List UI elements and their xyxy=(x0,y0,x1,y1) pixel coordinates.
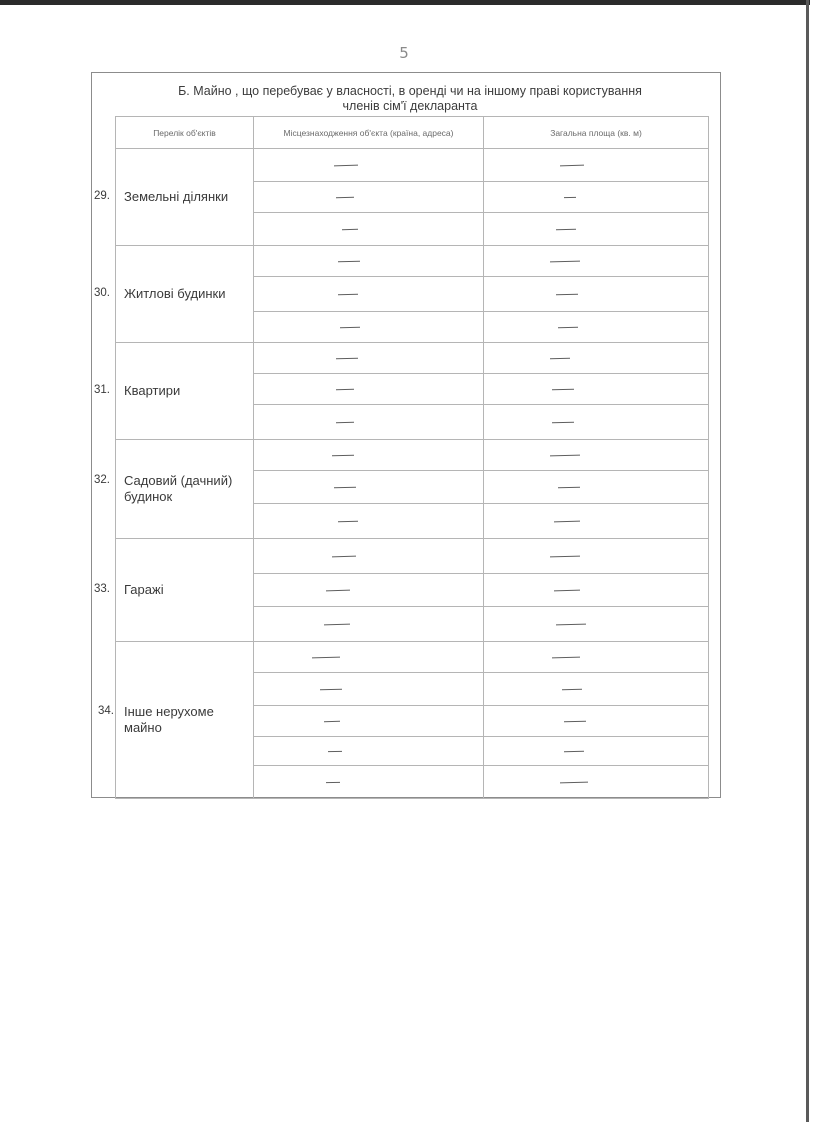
blank-dash-mark xyxy=(332,455,354,457)
row-number: 33. xyxy=(94,583,110,595)
blank-dash-mark xyxy=(554,521,580,523)
area-cell xyxy=(484,312,709,343)
location-cell xyxy=(254,277,484,312)
table-row xyxy=(116,149,709,182)
area-cell xyxy=(484,539,709,574)
blank-dash-mark xyxy=(312,657,340,659)
table-row xyxy=(116,539,709,574)
blank-dash-mark xyxy=(564,197,576,198)
blank-dash-mark xyxy=(328,751,342,752)
location-cell xyxy=(254,504,484,539)
blank-dash-mark xyxy=(336,197,354,198)
category-cell xyxy=(116,149,254,246)
scan-margin-right xyxy=(810,0,816,1122)
blank-dash-mark xyxy=(556,229,576,231)
area-cell xyxy=(484,706,709,737)
location-cell xyxy=(254,213,484,246)
area-cell xyxy=(484,440,709,471)
location-cell xyxy=(254,539,484,574)
area-cell xyxy=(484,277,709,312)
scan-edge-top xyxy=(0,0,816,5)
blank-dash-mark xyxy=(324,721,340,722)
blank-dash-mark xyxy=(560,782,588,784)
category-cell xyxy=(116,440,254,539)
table-header-row xyxy=(116,117,709,149)
table-body xyxy=(116,149,709,799)
blank-dash-mark xyxy=(334,487,356,489)
location-cell xyxy=(254,440,484,471)
blank-dash-mark xyxy=(336,358,358,360)
blank-dash-mark xyxy=(332,556,356,558)
blank-dash-mark xyxy=(550,556,580,558)
blank-dash-mark xyxy=(564,751,584,753)
location-cell xyxy=(254,405,484,440)
header-objects: Перелік об'єктів xyxy=(116,117,254,149)
category-label: Садовий (дачний) будинок xyxy=(124,473,233,504)
blank-dash-mark xyxy=(338,521,358,523)
property-table xyxy=(115,116,709,799)
blank-dash-mark xyxy=(338,261,360,263)
blank-dash-mark xyxy=(558,487,580,489)
blank-dash-mark xyxy=(560,165,584,167)
area-cell xyxy=(484,182,709,213)
category-label: Житлові будинки xyxy=(124,286,226,301)
area-cell xyxy=(484,607,709,642)
area-cell xyxy=(484,405,709,440)
area-cell xyxy=(484,737,709,766)
blank-dash-mark xyxy=(550,358,570,360)
area-cell xyxy=(484,766,709,799)
row-number: 30. xyxy=(94,287,110,299)
blank-dash-mark xyxy=(340,327,360,329)
area-cell xyxy=(484,471,709,504)
heading-line-1: Б. Майно , що перебуває у власності, в оренді чи на іншому праві користування xyxy=(178,84,642,98)
page-number: 5 xyxy=(399,44,409,62)
location-cell xyxy=(254,182,484,213)
blank-dash-mark xyxy=(550,261,580,263)
blank-dash-mark xyxy=(562,689,582,691)
location-cell xyxy=(254,149,484,182)
blank-dash-mark xyxy=(334,165,358,167)
blank-dash-mark xyxy=(552,422,574,424)
location-cell xyxy=(254,642,484,673)
area-cell xyxy=(484,642,709,673)
location-cell xyxy=(254,737,484,766)
category-cell xyxy=(116,642,254,799)
scan-edge-right xyxy=(806,0,809,1122)
area-cell xyxy=(484,213,709,246)
category-cell xyxy=(116,246,254,343)
blank-dash-mark xyxy=(336,389,354,390)
area-cell xyxy=(484,574,709,607)
blank-dash-mark xyxy=(338,294,358,296)
blank-dash-mark xyxy=(326,590,350,592)
row-number: 31. xyxy=(94,384,110,396)
blank-dash-mark xyxy=(564,721,586,723)
blank-dash-mark xyxy=(556,294,578,296)
table-row xyxy=(116,246,709,277)
location-cell xyxy=(254,471,484,504)
table-row xyxy=(116,343,709,374)
row-number: 32. xyxy=(94,474,110,486)
blank-dash-mark xyxy=(326,782,340,783)
location-cell xyxy=(254,246,484,277)
header-location: Місцезнаходження об'єкта (країна, адреса) xyxy=(254,117,484,149)
blank-dash-mark xyxy=(550,455,580,457)
area-cell xyxy=(484,504,709,539)
blank-dash-mark xyxy=(336,422,354,423)
area-cell xyxy=(484,149,709,182)
location-cell xyxy=(254,706,484,737)
location-cell xyxy=(254,574,484,607)
area-cell xyxy=(484,246,709,277)
blank-dash-mark xyxy=(554,590,580,592)
location-cell xyxy=(254,673,484,706)
section-heading xyxy=(140,84,680,114)
category-label: Інше нерухоме майно xyxy=(124,704,214,735)
category-label: Квартири xyxy=(124,383,181,398)
blank-dash-mark xyxy=(552,389,574,391)
header-area: Загальна площа (кв. м) xyxy=(484,117,709,149)
category-label: Гаражі xyxy=(124,582,164,597)
table-row xyxy=(116,440,709,471)
blank-dash-mark xyxy=(552,657,580,659)
location-cell xyxy=(254,312,484,343)
blank-dash-mark xyxy=(342,229,358,230)
location-cell xyxy=(254,343,484,374)
area-cell xyxy=(484,343,709,374)
location-cell xyxy=(254,374,484,405)
category-cell xyxy=(116,539,254,642)
heading-line-2: членів сім'ї декларанта xyxy=(342,99,478,113)
area-cell xyxy=(484,374,709,405)
table-row xyxy=(116,642,709,673)
category-label: Земельні ділянки xyxy=(124,189,229,204)
row-number: 29. xyxy=(94,190,110,202)
location-cell xyxy=(254,607,484,642)
location-cell xyxy=(254,766,484,799)
blank-dash-mark xyxy=(324,624,350,626)
blank-dash-mark xyxy=(558,327,578,329)
area-cell xyxy=(484,673,709,706)
row-number: 34. xyxy=(98,705,114,717)
blank-dash-mark xyxy=(556,624,586,626)
category-cell xyxy=(116,343,254,440)
blank-dash-mark xyxy=(320,689,342,691)
